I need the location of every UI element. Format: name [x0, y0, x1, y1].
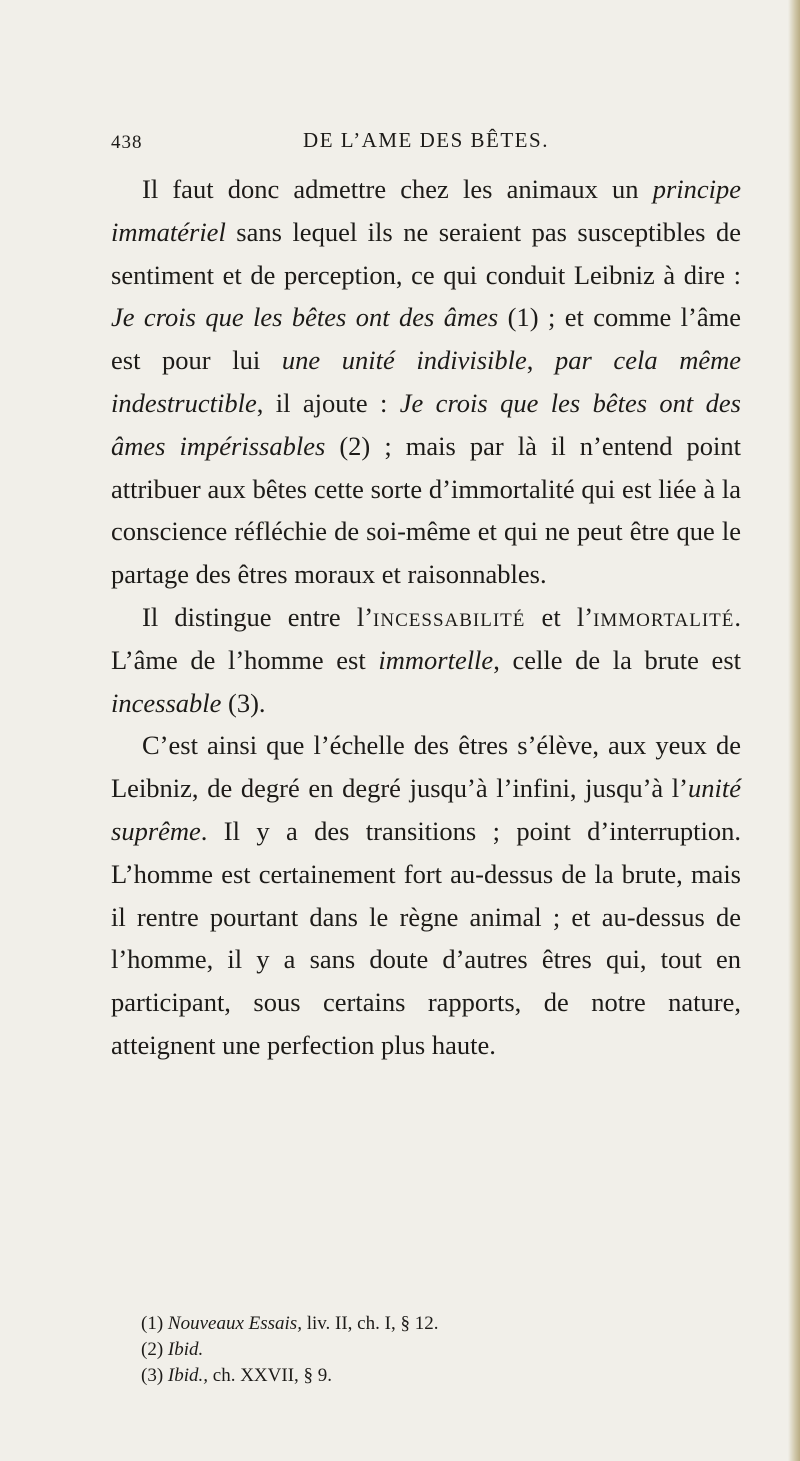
- footnote-3: (3) Ibid., ch. XXVII, § 9.: [141, 1365, 333, 1386]
- body-text: [111, 168, 741, 1067]
- emphasis: Je crois que les bêtes ont des âmes impérissables: [111, 387, 741, 461]
- footnotes: [141, 1311, 741, 1389]
- footnote-1: (1) Nouveaux Essais, liv. II, ch. I, § 12.: [141, 1313, 439, 1334]
- running-head: [111, 128, 741, 162]
- emphasis: par cela même indestructible: [111, 345, 741, 418]
- page-edge-shadow: [788, 0, 800, 1461]
- emphasis: principe immatériel: [111, 174, 741, 247]
- small-caps-term: incessabilité: [373, 601, 526, 632]
- emphasis: Je crois que les bêtes ont des âmes: [111, 302, 499, 333]
- emphasis: unité suprême: [111, 773, 741, 846]
- running-title: DE L’AME DES BÊTES.: [303, 128, 549, 152]
- footnote-2: (2) Ibid.: [141, 1339, 204, 1360]
- paragraph-3: C’est ainsi que l’échelle des êtres s’élève, aux yeux de Leibniz, de degré en degré jusqu’à l’infini, jusqu’à l’unité suprême. Il y a des transitions ; point d’interruption. L’homme est certainement fort au-dessus de la brute, mais il rentre pourtant dans le règne animal ; et au-dessus de l’homme, il y a sans doute d’autres êtres qui, tout en participant, sous certains rapports, de notre nature, atteignent une perfection plus haute.: [111, 730, 741, 1060]
- small-caps-term: immortalité: [593, 601, 735, 632]
- emphasis: immortelle: [378, 644, 494, 675]
- emphasis: une unité indivisible: [281, 345, 527, 376]
- paragraph-2: Il distingue entre l’incessabilité et l’immortalité. L’âme de l’homme est immortelle, celle de la brute est incessable (3).: [111, 601, 742, 718]
- emphasis: incessable: [111, 687, 222, 718]
- page-number: 438: [111, 132, 143, 153]
- paragraph-1: Il faut donc admettre chez les animaux un principe immatériel sans lequel ils ne seraient pas susceptibles de sentiment et de perception, ce qui conduit Leibniz à dire : Je crois que les bêtes ont des âmes (1) ; et comme l’âme est pour lui une unité indivisible, par cela même indestructible, il ajoute : Je crois que les bêtes ont des âmes impérissables (2) ; mais par là il n’entend point attribuer aux bêtes cette sorte d’immortalité qui est liée à la conscience réfléchie de soi-même et qui ne peut être que le partage des êtres moraux et raisonnables.: [111, 174, 741, 590]
